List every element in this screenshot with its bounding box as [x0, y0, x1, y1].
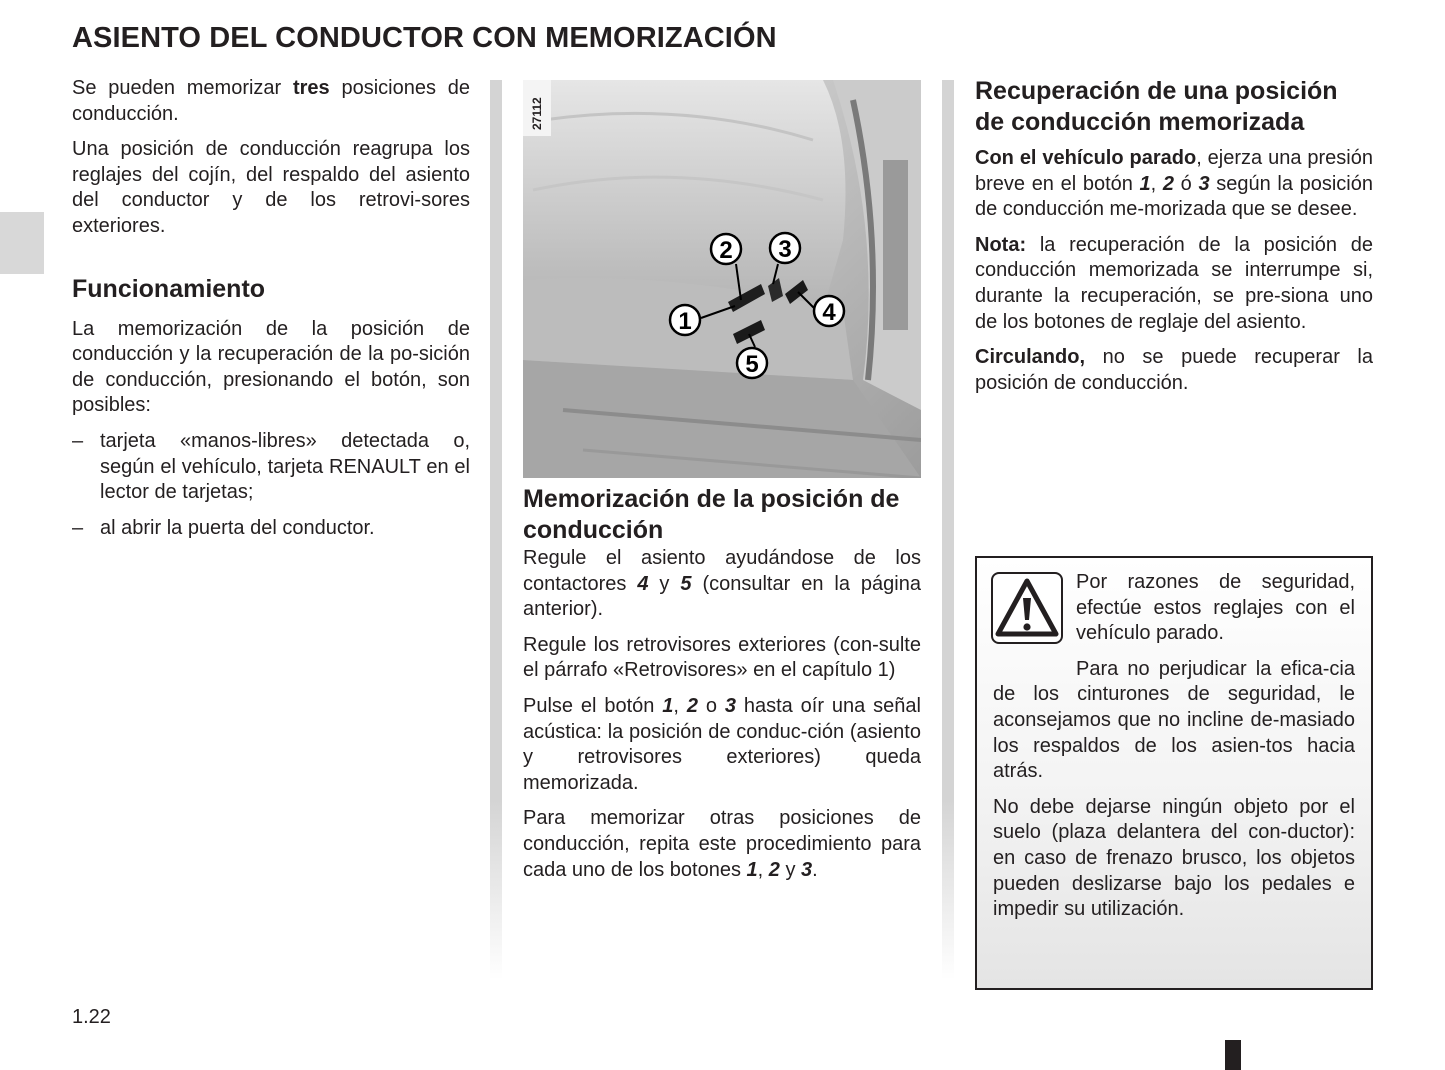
callout-3: [770, 233, 800, 263]
svg-text:1: 1: [678, 308, 692, 335]
list-item: – al abrir la puerta del conductor.: [72, 516, 375, 539]
warning-triangle-icon: [991, 572, 1063, 644]
column-left: [72, 76, 470, 551]
intro-paragraph: Se pueden memorizar tres posiciones de conducción.: [72, 77, 470, 125]
funcionamiento-paragraph: La memorización de la posición de conducción y la recuperación de la po-sición de conducción, presionando el botón, son posibles:: [72, 317, 470, 417]
callout-4: [814, 296, 844, 326]
memorizacion-heading: Memorización de la posición de conducción: [523, 485, 900, 544]
svg-text:4: 4: [822, 299, 836, 326]
warning-paragraph-3: No debe dejarse ningún objeto por el suelo (plaza delantera del con-ductor): en caso de frenazo brusco, los objetos pueden deslizarse bajo los pedales e impedir su utilización.: [993, 795, 1355, 921]
svg-text:5: 5: [745, 351, 759, 378]
seat-controls-photo: [523, 80, 921, 478]
column-right: [975, 76, 1373, 406]
recuperacion-heading: Recuperación de una posición de conducción memorizada: [975, 77, 1338, 136]
memorizacion-step-3: Pulse el botón 1, 2 o 3 hasta oír una señal acústica: la posición de conduc-ción (asiento y retrovisores exteriores) queda memorizada.: [523, 694, 921, 794]
memorizacion-step-1: Regule el asiento ayudándose de los contactores 4 y 5 (consultar en la página anterior).: [523, 547, 921, 621]
callout-5: [737, 348, 767, 378]
nota-paragraph: Nota: la recuperación de la posición de conducción memorizada se interrumpe si, durante la recuperación, se pre-siona uno de los botones de reglaje del asiento.: [975, 233, 1373, 333]
list-item: – tarjeta «manos-libres» detectada o, según el vehículo, tarjeta RENAULT en el lector de tarjetas;: [72, 429, 470, 504]
column-middle: [523, 80, 921, 893]
svg-text:3: 3: [778, 236, 792, 263]
recuperacion-paragraph: Con el vehículo parado, ejerza una presión breve en el botón 1, 2 ó 3 según la posición de conducción me-morizada que se desee.: [975, 147, 1373, 221]
section-tab: [0, 212, 44, 274]
column-divider: [942, 80, 954, 980]
callout-1: [670, 305, 700, 335]
warning-paragraph-1: Por razones de seguridad, efectúe estos reglajes con el vehículo parado.: [1076, 571, 1355, 645]
column-divider: [490, 80, 502, 980]
page-number: 1.22: [72, 1006, 111, 1028]
photo-code: 27112: [530, 97, 544, 130]
callout-2: [711, 234, 741, 264]
svg-text:2: 2: [719, 237, 733, 264]
circulando-paragraph: Circulando, no se puede recuperar la posición de conducción.: [975, 346, 1373, 394]
warning-paragraph-2: Para no perjudicar la efica-cia de los cinturones de seguridad, le aconsejamos que no incline de-masiado los respaldos de los asien-tos hacia atrás.: [993, 657, 1355, 783]
funcionamiento-heading: Funcionamiento: [72, 274, 266, 303]
definition-paragraph: Una posición de conducción reagrupa los reglajes del cojín, del respaldo del asiento del conductor y de los retrovi-sores exteriores.: [72, 138, 470, 237]
page-title: ASIENTO DEL CONDUCTOR CON MEMORIZACIÓN: [72, 22, 777, 54]
memorizacion-step-2: Regule los retrovisores exteriores (con-sulte el párrafo «Retrovisores» en el capítulo 1): [523, 633, 921, 682]
page-marker: [1225, 1040, 1241, 1070]
safety-warning-box: [975, 556, 1373, 990]
memorizacion-step-4: Para memorizar otras posiciones de conducción, repita este procedimiento para cada uno de los botones 1, 2 y 3.: [523, 807, 921, 881]
